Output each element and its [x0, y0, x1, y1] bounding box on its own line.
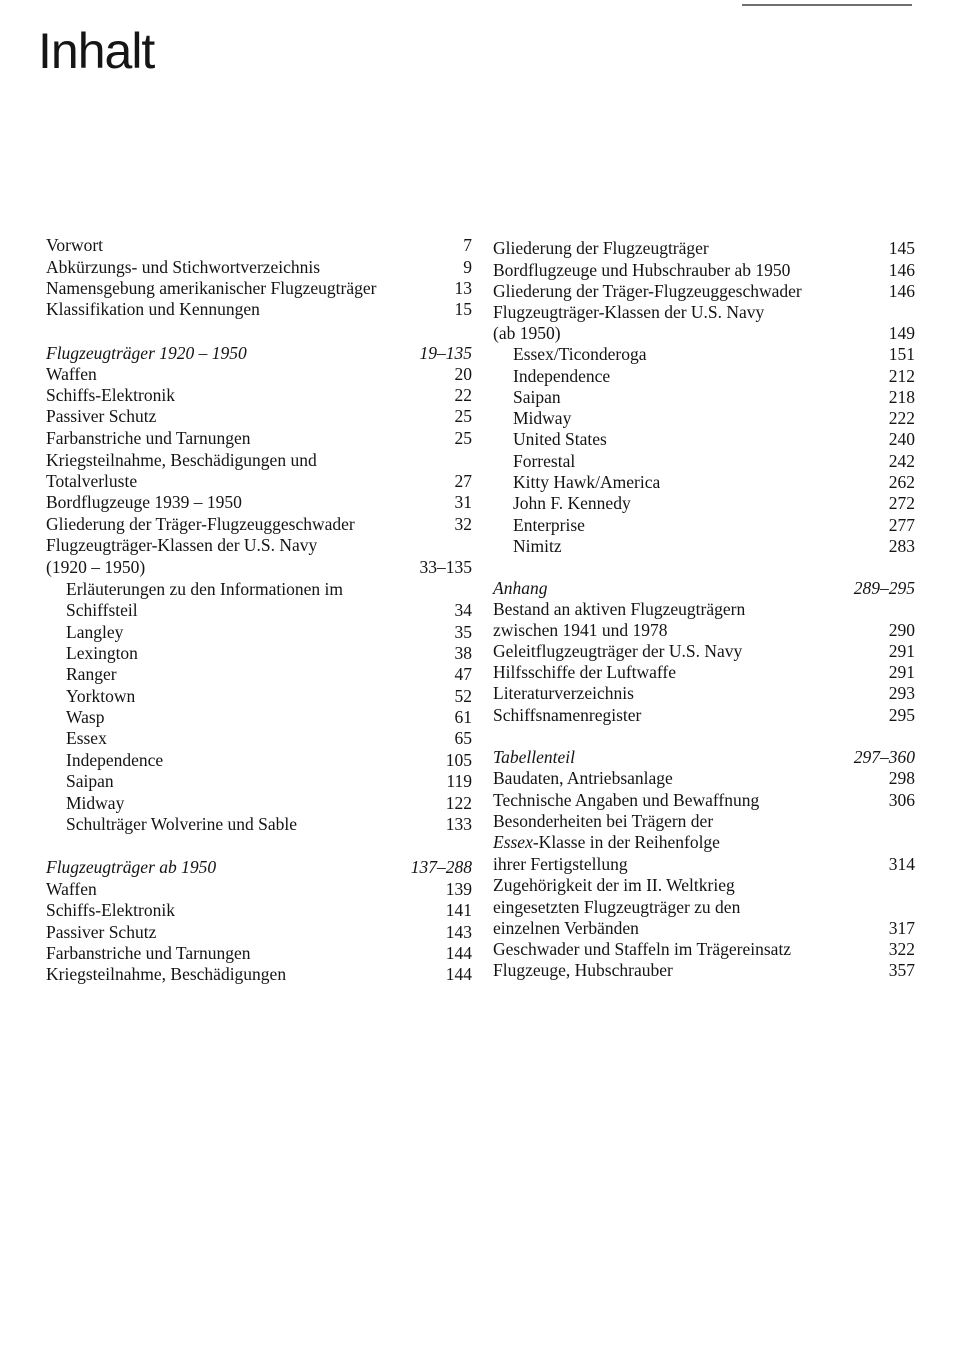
- toc-entry-title: (ab 1950): [493, 323, 561, 343]
- toc-entry-page: 32: [454, 514, 472, 534]
- toc-entry: [46, 534, 472, 556]
- toc-entry-page: 240: [888, 429, 915, 449]
- header-rule: [742, 4, 912, 6]
- toc-entry-title: [493, 831, 720, 853]
- toc-entry-page: 52: [454, 686, 472, 706]
- toc-entry-italic-term: Essex: [493, 832, 533, 852]
- toc-entry: [46, 513, 472, 535]
- toc-entry: [46, 578, 472, 600]
- toc-entry-title: Bestand an aktiven Flugzeugträgern: [493, 599, 746, 619]
- toc-entry: [46, 556, 472, 578]
- toc-entry: [46, 599, 472, 621]
- toc-entry: [46, 792, 472, 814]
- toc-entry-page: 61: [454, 707, 472, 727]
- toc-entry-title: Passiver Schutz: [46, 922, 157, 942]
- toc-entry-page: 212: [888, 366, 915, 386]
- toc-entry-title: Lexington: [66, 643, 138, 663]
- toc-entry-title: Geleitflugzeugträger der U.S. Navy: [493, 641, 743, 661]
- toc-entry-page: 145: [888, 238, 915, 258]
- toc-entry: [46, 621, 472, 643]
- toc-entry-page: 291: [888, 662, 915, 682]
- toc-entry-page: 105: [445, 750, 472, 770]
- toc-entry-title: Flugzeuge, Hubschrauber: [493, 960, 673, 980]
- toc-entry-title: Farbanstriche und Tarnungen: [46, 943, 251, 963]
- toc-entry-page: 306: [888, 790, 915, 810]
- toc-entry-title: Gliederung der Flugzeugträger: [493, 238, 709, 258]
- toc-entry-title: Schiffsteil: [66, 600, 138, 620]
- toc-entry: [493, 471, 915, 493]
- toc-entry-title: Kriegsteilnahme, Beschädigungen und: [46, 450, 317, 470]
- toc-entry: [493, 386, 915, 408]
- toc-entry-page: 272: [888, 493, 915, 513]
- toc-entry-title: Saipan: [66, 771, 114, 791]
- toc-entry-title: Schiffs-Elektronik: [46, 385, 175, 405]
- toc-entry-page: 218: [888, 387, 915, 407]
- toc-entry: [46, 878, 472, 900]
- toc-entry-page: 34: [454, 600, 472, 620]
- toc-entry-title: zwischen 1941 und 1978: [493, 620, 668, 640]
- toc-entry-page: 122: [445, 793, 472, 813]
- toc-entry: [493, 661, 915, 683]
- toc-entry: [493, 492, 915, 514]
- toc-entry-page: 144: [445, 943, 472, 963]
- toc-entry: [493, 896, 915, 918]
- toc-entry: [493, 619, 915, 641]
- toc-entry-title: Waffen: [46, 364, 97, 384]
- toc-entry: [493, 280, 915, 302]
- toc-entry-page: 222: [888, 408, 915, 428]
- toc-entry-title: Flugzeugträger ab 1950: [46, 857, 217, 877]
- toc-entry-title: Erläuterungen zu den Informationen im: [66, 579, 343, 599]
- toc-entry: [493, 322, 915, 344]
- toc-entry-page: 119: [446, 771, 472, 791]
- toc-entry: [493, 640, 915, 662]
- toc-entry-page: 262: [888, 472, 915, 492]
- toc-entry-title: Saipan: [513, 387, 561, 407]
- toc-entry: [493, 365, 915, 387]
- toc-entry-title: Independence: [513, 366, 611, 386]
- toc-entry-page: 9: [463, 257, 472, 277]
- toc-entry: [46, 921, 472, 943]
- toc-entry-page: 47: [454, 664, 472, 684]
- toc-entry-page: 144: [445, 964, 472, 984]
- toc-entry: [493, 959, 915, 981]
- toc-entry: [46, 706, 472, 728]
- toc-entry-page: 314: [888, 854, 915, 874]
- toc-entry-page: 151: [888, 344, 915, 364]
- toc-entry-page: 146: [888, 281, 915, 301]
- toc-entry: [46, 813, 472, 835]
- toc-entry-title: Farbanstriche und Tarnungen: [46, 428, 251, 448]
- toc-entry-title: Independence: [66, 750, 164, 770]
- toc-entry-page: 137–288: [410, 857, 472, 877]
- toc-entry: [46, 384, 472, 406]
- toc-entry: [493, 938, 915, 960]
- toc-entry: [46, 491, 472, 513]
- toc-entry-page: 291: [888, 641, 915, 661]
- toc-entry-page: 295: [888, 705, 915, 725]
- toc-entry-title: Schulträger Wolverine und Sable: [66, 814, 298, 834]
- toc-entry: [46, 234, 472, 256]
- toc-entry: [46, 685, 472, 707]
- toc-entry: [46, 298, 472, 320]
- toc-entry: [46, 642, 472, 664]
- toc-entry-title: Anhang: [493, 578, 548, 598]
- toc-entry-page: 357: [888, 960, 915, 980]
- toc-entry-page: 25: [454, 428, 472, 448]
- toc-entry-title: Geschwader und Staffeln im Trägereinsatz: [493, 939, 792, 959]
- toc-entry-title: Gliederung der Träger-Flugzeuggeschwader: [46, 514, 355, 534]
- toc-entry: [46, 963, 472, 985]
- toc-entry-title: Enterprise: [513, 515, 585, 535]
- toc-entry-title: Hilfsschiffe der Luftwaffe: [493, 662, 677, 682]
- toc-entry: [493, 874, 915, 896]
- toc-entry: [493, 831, 915, 853]
- toc-entry: [46, 663, 472, 685]
- toc-entry-title: Wasp: [66, 707, 105, 727]
- toc-entry-title: Bordflugzeuge und Hubschrauber ab 1950: [493, 260, 791, 280]
- toc-entry-page: 20: [454, 364, 472, 384]
- toc-entry-title: Essex/Ticonderoga: [513, 344, 647, 364]
- toc-entry: [493, 407, 915, 429]
- toc-entry-title: Literaturverzeichnis: [493, 683, 634, 703]
- toc-entry-page: 242: [888, 451, 915, 471]
- toc-entry-title: Technische Angaben und Bewaffnung: [493, 790, 760, 810]
- toc-entry-page: 322: [888, 939, 915, 959]
- toc-entry-title: Waffen: [46, 879, 97, 899]
- toc-entry-page: 133: [445, 814, 472, 834]
- toc-entry-title: Kitty Hawk/America: [513, 472, 661, 492]
- toc-entry: [493, 598, 915, 620]
- toc-entry: [493, 237, 915, 259]
- toc-entry-page: 139: [445, 879, 472, 899]
- toc-entry-page: 146: [888, 260, 915, 280]
- toc-entry-page: 31: [454, 492, 472, 512]
- toc-section-heading: [46, 856, 472, 878]
- toc-entry-title: Schiffsnamenregister: [493, 705, 642, 725]
- toc-entry-title: Passiver Schutz: [46, 406, 157, 426]
- toc-entry-page: 143: [445, 922, 472, 942]
- toc-entry-page: 277: [888, 515, 915, 535]
- toc-entry: [493, 810, 915, 832]
- toc-entry-title: Vorwort: [46, 235, 104, 255]
- toc-entry-page: 15: [454, 299, 472, 319]
- toc-entry-title: Flugzeugträger 1920 – 1950: [46, 343, 247, 363]
- toc-entry: [493, 535, 915, 557]
- toc-entry-title: Tabellenteil: [493, 747, 575, 767]
- toc-entry: [493, 682, 915, 704]
- toc-entry-title-rest: -Klasse in der Reihenfolge: [532, 832, 720, 852]
- toc-entry-title: Nimitz: [513, 536, 562, 556]
- toc-entry: [46, 470, 472, 492]
- toc-entry: [493, 343, 915, 365]
- toc-entry-page: 13: [454, 278, 472, 298]
- toc-entry-title: Baudaten, Antriebsanlage: [493, 768, 673, 788]
- toc-entry: [493, 789, 915, 811]
- toc-entry: [493, 259, 915, 281]
- toc-entry-page: 22: [454, 385, 472, 405]
- toc-entry-page: 35: [454, 622, 472, 642]
- toc-entry-title: Besonderheiten bei Trägern der: [493, 811, 714, 831]
- toc-entry-page: 317: [888, 918, 915, 938]
- toc-entry: [46, 277, 472, 299]
- toc-entry-title: Klassifikation und Kennungen: [46, 299, 260, 319]
- toc-section-heading: [493, 577, 915, 599]
- toc-entry-title: Ranger: [66, 664, 117, 684]
- toc-entry-page: 38: [454, 643, 472, 663]
- toc-entry: [46, 256, 472, 278]
- toc-entry: [46, 427, 472, 449]
- toc-entry-title: Bordflugzeuge 1939 – 1950: [46, 492, 242, 512]
- toc-entry-page: 33–135: [419, 557, 472, 577]
- toc-entry: [493, 428, 915, 450]
- toc-entry: [46, 899, 472, 921]
- toc-entry-title: (1920 – 1950): [46, 557, 146, 577]
- toc-entry-title: United States: [513, 429, 607, 449]
- toc-entry-title: Abkürzungs- und Stichwortverzeichnis: [46, 257, 321, 277]
- toc-entry-title: Essex: [66, 728, 107, 748]
- toc-entry-title: Yorktown: [66, 686, 136, 706]
- toc-entry-page: 65: [454, 728, 472, 748]
- toc-entry-title: Flugzeugträger-Klassen der U.S. Navy: [46, 535, 318, 555]
- toc-entry-title: Midway: [513, 408, 572, 428]
- toc-entry-page: 298: [888, 768, 915, 788]
- toc-entry-title: eingesetzten Flugzeugträger zu den: [493, 897, 741, 917]
- toc-entry: [46, 942, 472, 964]
- toc-entry: [493, 704, 915, 726]
- page-title: Inhalt: [38, 23, 155, 79]
- toc-entry-page: 7: [463, 235, 472, 255]
- toc-entry-page: 27: [454, 471, 472, 491]
- toc-section-heading: [46, 342, 472, 364]
- toc-entry: [46, 749, 472, 771]
- toc-section-heading: [493, 746, 915, 768]
- toc-entry-page: 19–135: [419, 343, 472, 363]
- toc-entry-title: John F. Kennedy: [513, 493, 631, 513]
- toc-entry: [46, 405, 472, 427]
- toc-entry-title: Schiffs-Elektronik: [46, 900, 175, 920]
- toc-entry-page: 149: [888, 323, 915, 343]
- toc-entry-title: Gliederung der Träger-Flugzeuggeschwader: [493, 281, 802, 301]
- toc-entry-page: 293: [888, 683, 915, 703]
- toc-entry-page: 290: [888, 620, 915, 640]
- toc-entry-title: ihrer Fertigstellung: [493, 854, 628, 874]
- toc-entry-title: Langley: [66, 622, 124, 642]
- toc-entry: [493, 917, 915, 939]
- toc-entry: [493, 301, 915, 323]
- toc-entry-title: Forrestal: [513, 451, 576, 471]
- toc-entry-page: 25: [454, 406, 472, 426]
- toc-entry-title: Midway: [66, 793, 125, 813]
- toc-entry: [46, 770, 472, 792]
- toc-entry: [493, 853, 915, 875]
- toc-entry-page: 297–360: [853, 747, 915, 767]
- toc-entry: [493, 514, 915, 536]
- toc-entry-title: einzelnen Verbänden: [493, 918, 639, 938]
- toc-entry-title: Zugehörigkeit der im II. Weltkrieg: [493, 875, 735, 895]
- toc-entry-title: Kriegsteilnahme, Beschädigungen: [46, 964, 287, 984]
- toc-entry: [46, 449, 472, 471]
- toc-entry: [493, 767, 915, 789]
- toc-entry-page: 289–295: [853, 578, 915, 598]
- toc-entry-title: Namensgebung amerikanischer Flugzeugträger: [46, 278, 377, 298]
- toc-entry-page: 283: [888, 536, 915, 556]
- toc-entry: [46, 727, 472, 749]
- toc-entry-title: Flugzeugträger-Klassen der U.S. Navy: [493, 302, 765, 322]
- toc-entry: [493, 450, 915, 472]
- toc-entry: [46, 363, 472, 385]
- toc-entry-page: 141: [445, 900, 472, 920]
- toc-entry-title: Totalverluste: [46, 471, 138, 491]
